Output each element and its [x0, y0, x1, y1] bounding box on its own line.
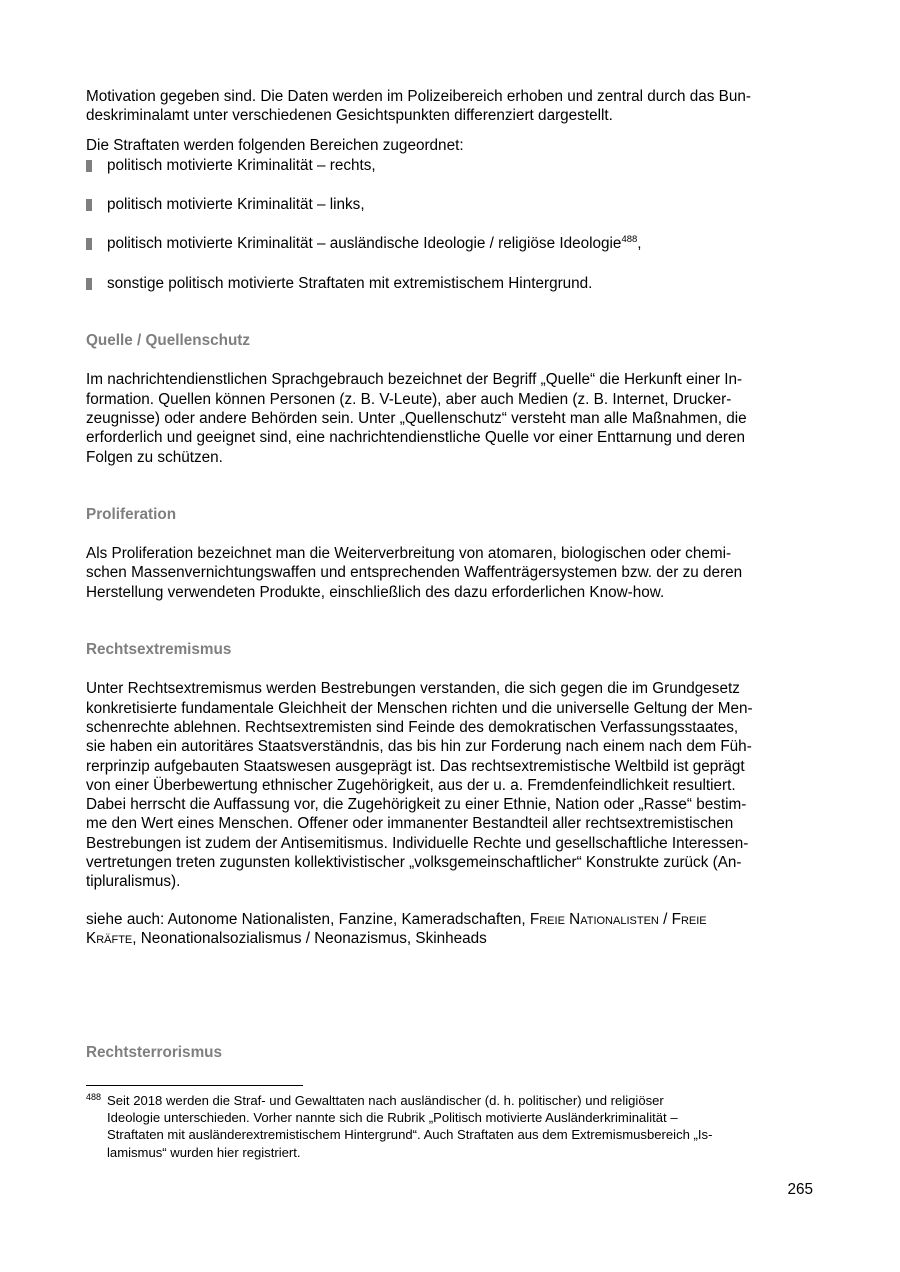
- list-item: sonstige politisch motivierte Straftaten mit extremistischem Hintergrund.: [86, 274, 813, 293]
- page-number: 265: [787, 1181, 813, 1198]
- footnote: [86, 1092, 776, 1161]
- intro-paragraph: [86, 87, 813, 126]
- intro-line: Motivation gegeben sind. Die Daten werden im Polizeibereich erhoben und zentral durch das Bun-: [86, 88, 751, 105]
- rechtsextremismus-paragraph: Unter Rechtsextremismus werden Bestrebungen verstanden, die sich gegen die im Grundgesetz konkretisierte fundamentale Gleichheit der Menschen richten und die universelle Geltung der Men- schenrechte ablehnen. Rechtsextremisten sind Feinde des demokratischen Verfassungsstaates, sie haben ein autoritäres Staatsverständnis, das bis hin zur Forderung nach einem nach dem Füh- rerprinzip aufgebauten Staatswesen ausgeprägt ist. Das rechtsextremistische Weltbild ist geprägt von einer Überbewertung ethnischer Zugehörigkeit, aus der u. a. Fremdenfeindlichkeit resultiert. Dabei herrscht die Auffassung vor, die Zugehörigkeit zu einer Ethnie, Nation oder „Rasse“ bestim- me den Wert eines Menschen. Offener oder immanenter Bestandteil aller rechtsextremistischen Bestrebungen ist zudem der Antisemitismus. Individuelle Rechte und gesellschaftliche Interessen- vertretungen treten zugunsten kollektivistischer „volksgemeinschaftlicher“ Konstrukte zurück (An- tipluralismus).: [86, 680, 753, 891]
- category-list: [86, 156, 813, 293]
- see-also-paragraph: siehe auch: Autonome Nationalisten, Fanzine, Kameradschaften, Freie Nationalisten / Freie Kräfte, Neonationalsozialismus / Neonazismus, Skinheads: [86, 910, 707, 947]
- see-also-link-freie-kraefte-b: Kräfte: [86, 929, 133, 947]
- quelle-paragraph: Im nachrichtendienstlichen Sprachgebrauch bezeichnet der Begriff „Quelle“ die Herkunft einer In- formation. Quellen können Personen (z. B. V-Leute), aber auch Medien (z. B. Internet, Drucker- zeugnisse) oder andere Behörden sein. Unter „Quellenschutz“ versteht man alle Maßnahmen, die erforderlich und geeignet sind, eine nachrichtendienstliche Quelle vor einer Enttarnung und deren Folgen zu schützen.: [86, 371, 747, 466]
- section-heading-rechtsextremismus: Rechtsextremismus: [86, 641, 232, 659]
- list-item: politisch motivierte Kriminalität – ausländische Ideologie / religiöse Ideologie$^{488}$,: [86, 234, 813, 253]
- square-bullet-icon: [86, 199, 92, 211]
- footnote-text: Seit 2018 werden die Straf- und Gewalttaten nach ausländischer (d. h. politischer) und religiöser Ideologie unterschieden. Vorher nannte sich die Rubrik „Politisch motivierte Ausländerkriminalität – Straftaten mit ausländerextremistischem Hintergrund“. Auch Straftaten aus dem Extremismusbereich „Is- lamismus“ wurden hier registriert.: [107, 1093, 713, 1160]
- list-item: politisch motivierte Kriminalität – links,: [86, 195, 813, 214]
- intro-line: deskriminalamt unter verschiedenen Gesichtspunkten differenziert dargestellt.: [86, 107, 613, 125]
- section-heading-rechtsterrorismus: Rechtsterrorismus: [86, 1044, 223, 1062]
- square-bullet-icon: [86, 160, 92, 172]
- see-also-link-freie-kraefte-a: Freie: [671, 910, 707, 928]
- see-also-link-freie-nationalisten: Freie Nationalisten: [529, 910, 659, 928]
- list-intro: Die Straftaten werden folgenden Bereichen zugeordnet:: [86, 136, 464, 154]
- list-item: politisch motivierte Kriminalität – rechts,: [86, 156, 813, 175]
- section-heading-quelle: Quelle / Quellenschutz: [86, 332, 251, 350]
- proliferation-paragraph: Als Proliferation bezeichnet man die Weiterverbreitung von atomaren, biologischen oder chemi- schen Massenvernichtungswaffen und entsprechenden Waffenträgersystemen bzw. der zu deren Herstellung verwendeten Produkte, einschließlich des dazu erforderlichen Know-how.: [86, 545, 743, 601]
- square-bullet-icon: [86, 238, 92, 250]
- footnote-number: 488: [86, 1092, 102, 1102]
- footnote-reference[interactable]: 488: [621, 234, 638, 246]
- section-heading-proliferation: Proliferation: [86, 505, 177, 523]
- square-bullet-icon: [86, 278, 92, 290]
- page-body: [86, 86, 813, 1063]
- footnote-divider: [86, 1085, 303, 1086]
